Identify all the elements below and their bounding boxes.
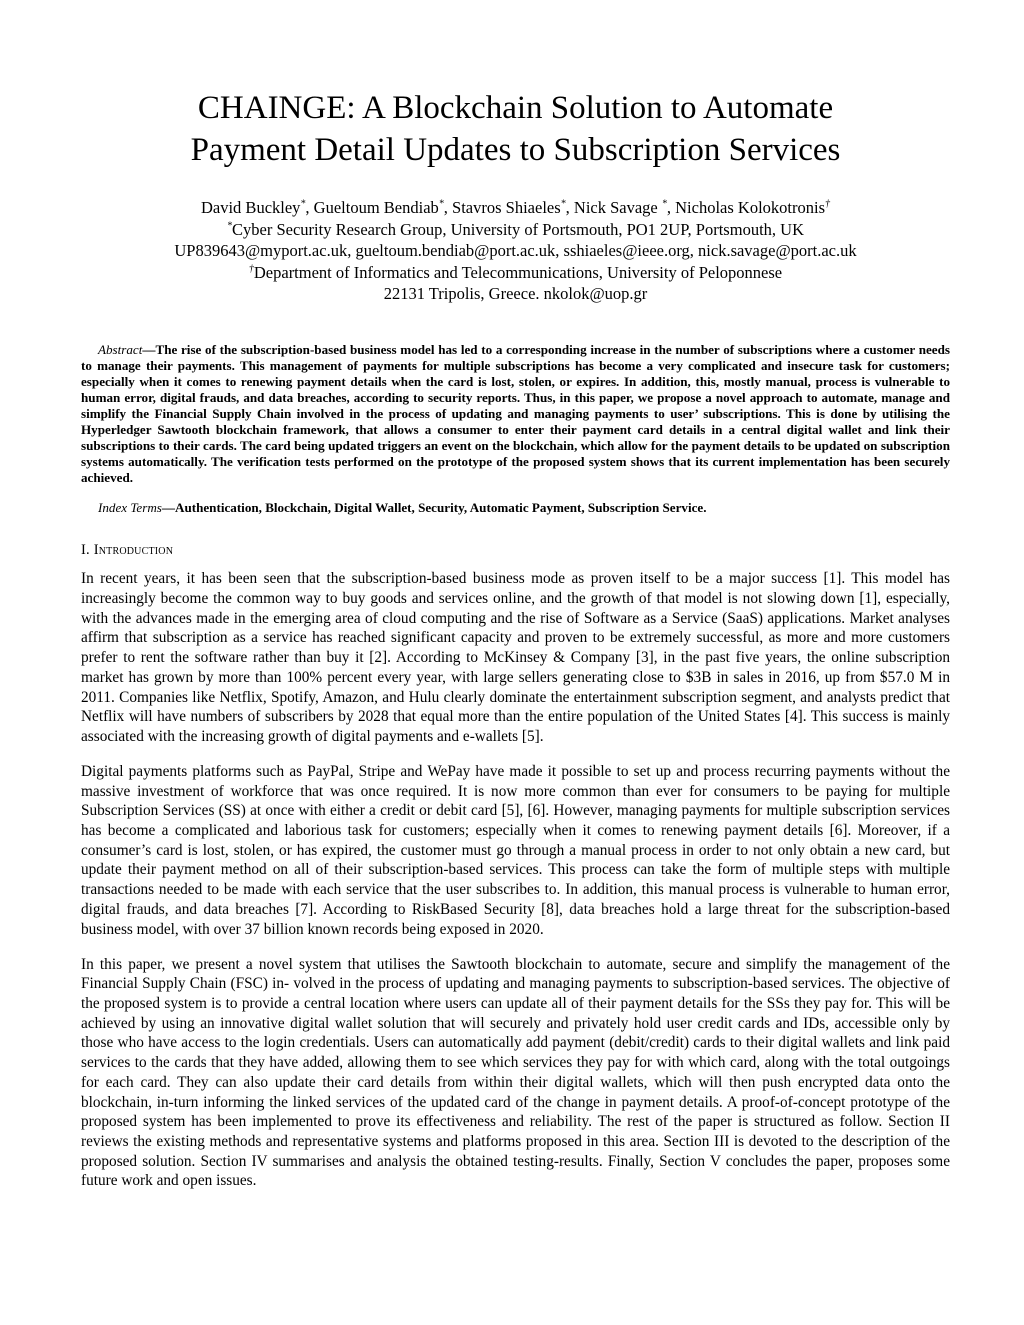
section-number: I. (81, 542, 94, 559)
affiliation-mark: * (227, 220, 233, 231)
affiliation-2 (81, 262, 950, 284)
affiliation-1 (81, 219, 950, 241)
title-line-2: Payment Detail Updates to Subscription Services (190, 132, 841, 168)
affiliation-mark: * (300, 198, 306, 210)
author-name: Nicholas Kolokotronis (675, 198, 826, 217)
affiliation-2-address: 22131 Tripolis, Greece. nkolok@uop.gr (383, 284, 648, 303)
section-heading (81, 542, 950, 559)
affiliation-mark: † (248, 263, 254, 274)
index-terms (81, 500, 950, 516)
paper-title (81, 0, 950, 171)
author-list: David Buckley*, Gueltoum Bendiab*, Stavros Shiaeles*, Nick Savage *, Nicholas Kolokotronis† (200, 198, 831, 217)
affiliation-mark: * (560, 198, 566, 210)
author-name: Nick Savage (573, 198, 662, 217)
intro-paragraph-1: In recent years, it has been seen that the subscription-based business mode as proven itself to be a major success [1]. This model has increasingly become the common way to buy goods and services online, and the growth of that model is not slowing down [1], especially, with the advances made in the emerging area of cloud computing and the rise of Software as a Service (SaaS) applications. Market analyses affirm that subscription as a service has reached significant capacity and proven to be extremely successful, as more and more customers prefer to rent the software rather than buy it [2]. According to McKinsey & Company [3], in the past five years, the online subscription market has grown by more than 100% percent every year, with large sellers generating close to $3B in sales in 2016, up from $57.0 M in 2011. Companies like Netflix, Spotify, Amazon, and Hulu clearly dominate the entertainment subscription segment, and analysts predict that Netflix will have numbers of subscribers by 2028 that equal more than the entire population of the United States [4]. This success is mainly associated with the increasing growth of digital payments and e-wallets [5]. (81, 570, 950, 745)
abstract-label: Abstract (98, 341, 143, 357)
author-emails: UP839643@myport.ac.uk, gueltoum.bendiab@port.ac.uk, sshiaeles@ieee.org, nick.savage@port.ac.uk (174, 241, 857, 260)
author-block (81, 197, 950, 305)
abstract-text: —The rise of the subscription-based business model has led to a corresponding increase in the number of subscriptions where a customer needs to manage their payments. This management of payments for multiple subscriptions has become a very complicated and insecure task for customers; especially when it comes to renewing payment details when the card is lost, stolen, or expires. In addition, this, mostly manual, process is vulnerable to human error, digital frauds, and data breaches, according to security reports. Thus, in this paper, we propose a novel approach to automate, manage and simplify the Financial Supply Chain involved in the process of updating and managing payments to user’ subscriptions. This is done by utilising the Hyperledger Sawtooth blockchain framework, that allows a consumer to enter their payment card details in a central digital wallet and link their subscriptions to their cards. The card being updated triggers an event on the blockchain, which allow for the payment details to be updated on subscription systems automatically. The verification tests performed on the prototype of the proposed system shows that its current implementation has been securely achieved. (81, 341, 950, 486)
author-name: Gueltoum Bendiab (313, 198, 439, 217)
affiliation-mark: † (825, 198, 831, 210)
index-terms-text: —Authentication, Blockchain, Digital Wallet, Security, Automatic Payment, Subscription Service. (161, 500, 707, 516)
abstract (81, 342, 950, 487)
affiliation-text: Cyber Security Research Group, University of Portsmouth, PO1 2UP, Portsmouth, UK (232, 219, 804, 239)
intro-paragraph-3: In this paper, we present a novel system that utilises the Sawtooth blockchain to automate, secure and simplify the management of the Financial Supply Chain (FSC) in- volved in the process of updating and managing payments to subscription-based services. The objective of the proposed system is to provide a central location where users can update all of their payment details for the SSs they pay for. This will be achieved by using an innovative digital wallet solution that will securely and privately hold user credit cards and IDs, accessible only by those who have access to the login credentials. Users can automatically add payment (debit/credit) cards to their digital wallets and link paid services to the cards that they have added, allowing them to see which services they pay for with which card, along with the total outgoings for each card. They can also update their card details from within their digital wallets, which will then push encrypted data onto the blockchain, in-turn informing the linked services of the updated card of the change in payment details. A proof-of-concept prototype of the proposed system has been implemented to prove its effectiveness and reliability. The rest of the paper is structured as follow. Section II reviews the existing methods and representative systems and platforms proposed in this area. Section III is devoted to the description of the proposed solution. Section IV summarises and analysis the obtained testing-results. Finally, Section V concludes the paper, proposes some future work and open issues. (81, 955, 950, 1190)
title-line-1: CHAINGE: A Blockchain Solution to Automate (197, 90, 834, 126)
intro-paragraph-2: Digital payments platforms such as PayPal, Stripe and WePay have made it possible to set up and process recurring payments without the massive investment of workforce that was once required. It is now more common than ever for consumers to be paying for multiple Subscription Services (SS) at once with either a credit or debit card [5], [6]. However, managing payments for multiple subscription services has become a complicated and laborious task for customers; especially when it comes to renewing payment details [6]. Moreover, if a consumer’s card is lost, stolen, or has expired, the customer must go through a manual process in order to not only obtain a new card, but update their payment method on all of their subscription-based services. This process can take the form of multiple steps with multiple transactions needed to be made with each service that the user subscribes to. In addition, this manual process is vulnerable to human error, digital frauds, and data breaches [7]. According to RiskBased Security [8], data breaches hold a large threat for the subscription-based business model, with over 37 billion known records being exposed in 2020. (81, 762, 950, 938)
affiliation-mark: * (438, 198, 444, 210)
affiliation-text: Department of Informatics and Telecommunications, University of Peloponnese (253, 262, 783, 282)
affiliation-mark: * (661, 198, 667, 210)
author-name: Stavros Shiaeles (452, 198, 561, 217)
author-name: David Buckley (200, 198, 301, 217)
index-terms-label: Index Terms (98, 500, 162, 516)
section-title: Introduction (93, 542, 174, 559)
